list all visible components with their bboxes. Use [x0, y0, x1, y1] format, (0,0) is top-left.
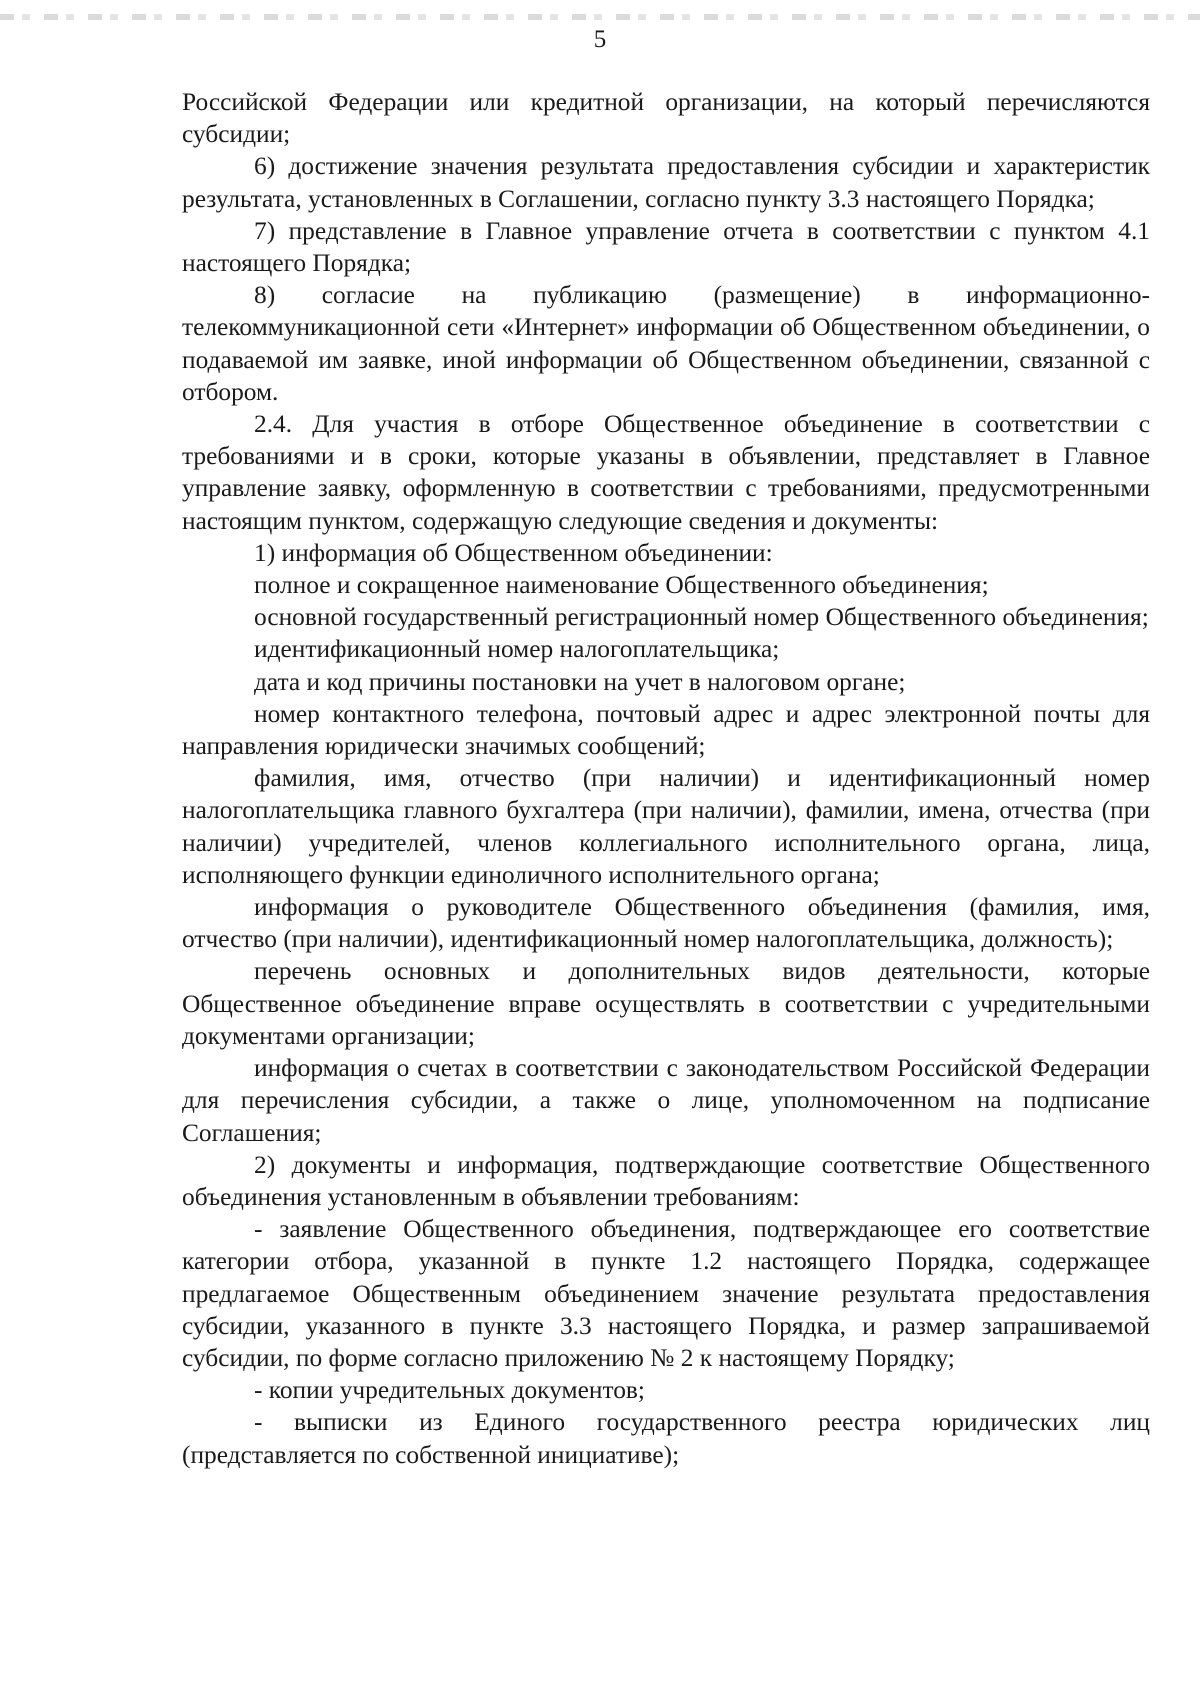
- paragraph: информация о счетах в соответствии с законодательством Российской Федерации для перечисления субсидии, а также о лице, уполномоченном на подписание Соглашения;: [182, 1054, 1150, 1147]
- paragraph: Российской Федерации или кредитной организации, на который перечисляются субсидии;: [182, 88, 1150, 149]
- paragraph: 7) представление в Главное управление отчета в соответствии с пунктом 4.1 настоящего Порядка;: [182, 216, 1150, 278]
- paragraph: номер контактного телефона, почтовый адрес и адрес электронной почты для направления юридически значимых сообщений;: [182, 699, 1150, 761]
- paragraph: полное и сокращенное наименование Общественного объединения;: [254, 571, 989, 600]
- paragraph: 1) информация об Общественном объединении:: [254, 538, 773, 567]
- page-number: 5: [593, 26, 607, 53]
- paragraph: идентификационный номер налогоплательщика;: [254, 635, 780, 664]
- paragraph: - копии учредительных документов;: [254, 1376, 645, 1405]
- paragraph: 2) документы и информация, подтверждающие соответствие Общественного объединения установленным в объявлении требованиям:: [182, 1150, 1150, 1211]
- paragraph: - выписки из Единого государственного реестра юридических лиц (представляется по собственной инициативе);: [182, 1408, 1150, 1469]
- paragraph: 2.4. Для участия в отборе Общественное объединение в соответствии с требованиями и в сроки, которые указаны в объявлении, представляет в Главное управление заявку, оформленную в соответствии с требованиями, предусмотренными настоящим пунктом, содержащую следующие сведения и документы:: [182, 410, 1150, 535]
- paragraph: информация о руководителе Общественного объединения (фамилия, имя, отчество (при наличии), идентификационный номер налогоплательщика, должность);: [182, 893, 1150, 954]
- paragraph: перечень основных и дополнительных видов деятельности, которые Общественное объединение вправе осуществлять в соответствии с учредительными документами организации;: [182, 957, 1150, 1050]
- scan-artifact-line: [0, 14, 1200, 20]
- paragraph: - заявление Общественного объединения, подтверждающее его соответствие категории отбора, указанной в пункте 1.2 настоящего Порядка, содержащее предлагаемое Общественным объединением значение результата предоставления субсидии, указанного в пункте 3.3 настоящего Порядка, и размер запрашиваемой субсидии, по форме согласно приложению № 2 к настоящему Порядку;: [182, 1215, 1150, 1372]
- paragraph: фамилия, имя, отчество (при наличии) и идентификационный номер налогоплательщика главного бухгалтера (при наличии), фамилии, имена, отчества (при наличии) учредителей, членов коллегиального исполнительного органа, лица, исполняющего функции единоличного исполнительного органа;: [182, 764, 1150, 889]
- paragraph: дата и код причины постановки на учет в налоговом органе;: [254, 667, 906, 696]
- paragraph: 6) достижение значения результата предоставления субсидии и характеристик результата, установленных в Соглашении, согласно пункту 3.3 настоящего Порядка;: [182, 152, 1150, 213]
- document-body: [182, 86, 1150, 1471]
- paragraph: 8) согласие на публикацию (размещение) в информационно-телекоммуникационной сети «Интернет» информации об Общественном объединении, о подаваемой им заявке, иной информации об Общественном объединении, связанной с отбором.: [182, 281, 1150, 406]
- paragraph: основной государственный регистрационный номер Общественного объединения;: [254, 603, 1149, 632]
